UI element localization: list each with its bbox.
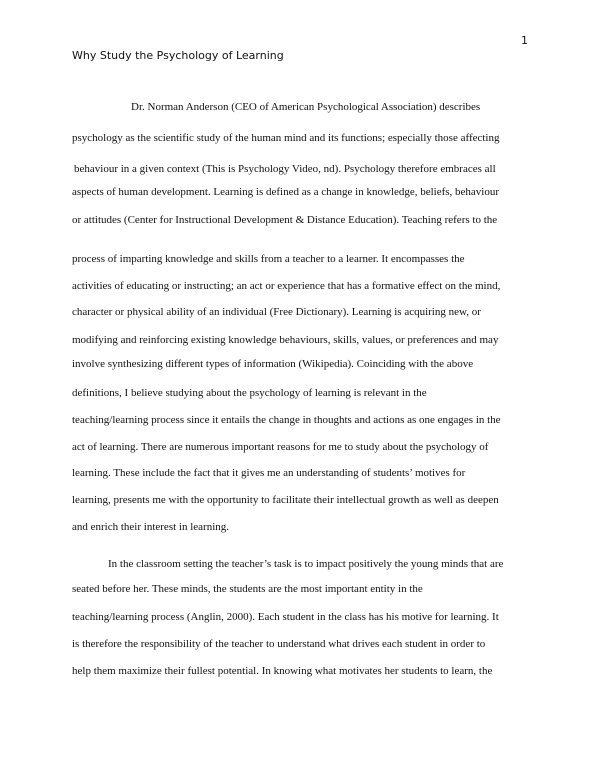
body-line: behaviour in a given context (This is Psychology Video, nd). Psychology therefore embraces all	[74, 163, 496, 175]
body-line: involve synthesizing different types of information (Wikipedia). Coinciding with the above	[72, 358, 474, 370]
body-line: definitions, I believe studying about the psychology of learning is relevant in the	[72, 387, 427, 399]
body-line: or attitudes (Center for Instructional Development & Distance Education). Teaching refers to the	[72, 214, 498, 226]
body-line: learning, presents me with the opportunity to facilitate their intellectual growth as well as deepen	[72, 494, 499, 506]
body-line: act of learning. There are numerous important reasons for me to study about the psychology of	[72, 441, 489, 453]
page-number: 1	[521, 34, 528, 47]
body-line: seated before her. These minds, the students are the most important entity in the	[72, 583, 423, 595]
body-line: activities of educating or instructing; an act or experience that has a formative effect on the mind,	[72, 280, 501, 292]
body-line: aspects of human development. Learning is defined as a change in knowledge, beliefs, behaviour	[72, 186, 500, 198]
body-line: teaching/learning process (Anglin, 2000). Each student in the class has his motive for learning. It	[72, 611, 499, 623]
body-line: psychology as the scientific study of the human mind and its functions; especially those affecting	[72, 132, 500, 144]
body-line: teaching/learning process since it entails the change in thoughts and actions as one engages in the	[72, 414, 501, 426]
body-line: Dr. Norman Anderson (CEO of American Psychological Association) describes	[131, 101, 481, 113]
body-line: modifying and reinforcing existing knowledge behaviours, skills, values, or preferences and may	[72, 334, 499, 346]
body-line: process of imparting knowledge and skills from a teacher to a learner. It encompasses the	[72, 253, 465, 265]
body-line: character or physical ability of an individual (Free Dictionary). Learning is acquiring new, or	[72, 306, 481, 318]
body-line: is therefore the responsibility of the teacher to understand what drives each student in order to	[72, 638, 486, 650]
body-line: In the classroom setting the teacher’s task is to impact positively the young minds that are	[108, 558, 504, 570]
body-line: and enrich their interest in learning.	[72, 521, 229, 533]
running-head: Why Study the Psychology of Learning	[72, 49, 284, 62]
body-line: help them maximize their fullest potential. In knowing what motivates her students to learn, the	[72, 665, 493, 677]
body-line: learning. These include the fact that it gives me an understanding of students’ motives for	[72, 467, 466, 479]
